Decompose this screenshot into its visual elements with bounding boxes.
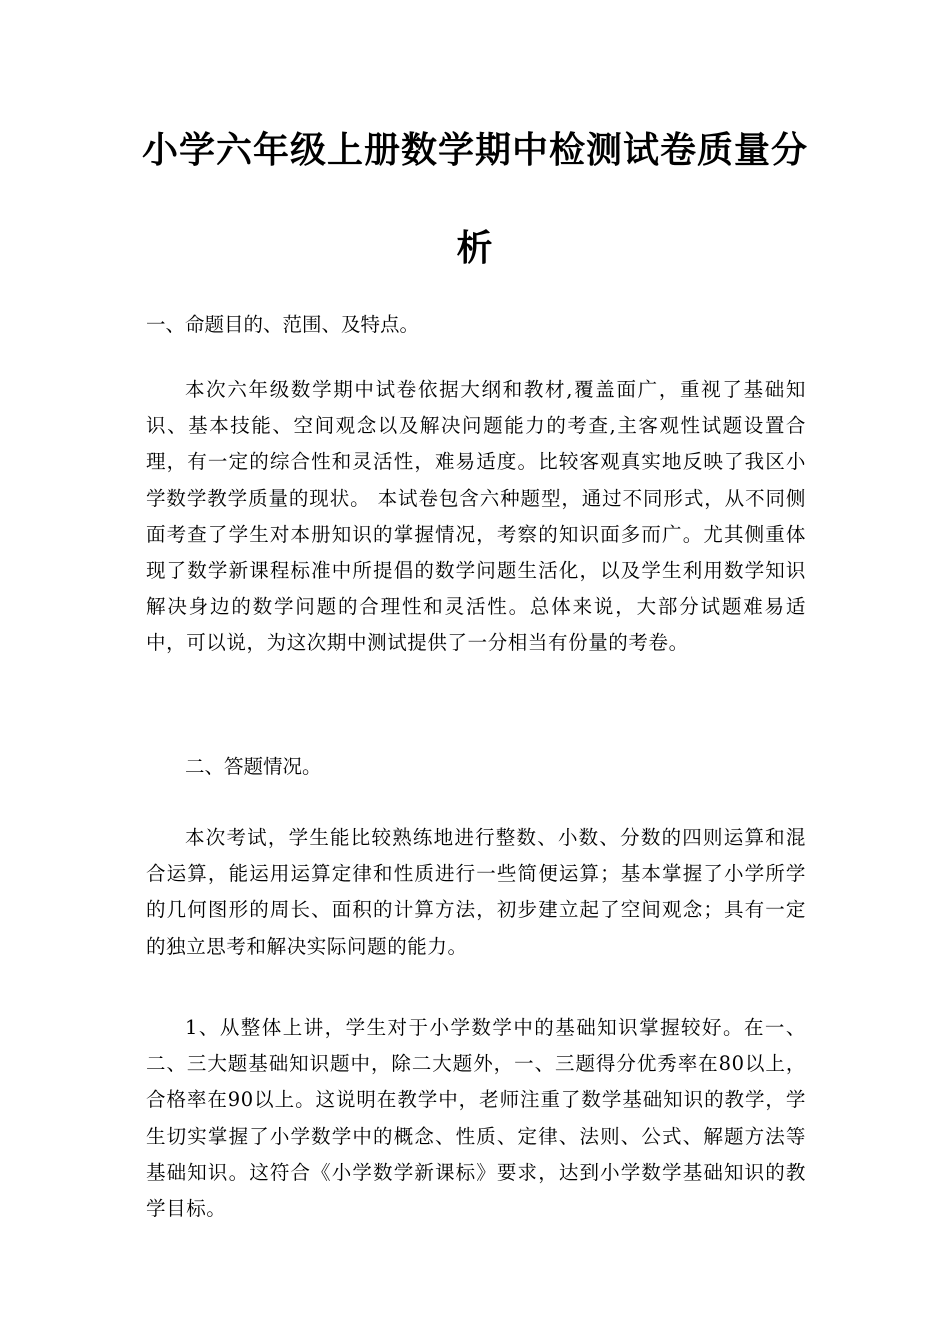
section-1-heading: 一、命题目的、范围、及特点。: [146, 313, 420, 336]
document-title-line-1: 小学六年级上册数学期中检测试卷质量分: [141, 130, 808, 171]
paragraph-2: 本次考试，学生能比较熟练地进行整数、小数、分数的四则运算和混合运算，能运用运算定律和性质进行一些简便运算；基本掌握了小学所学的几何图形的周长、面积的计算方法，初步建立起了空间观念；具有一定的独立思考和解决实际问题的能力。: [146, 826, 806, 958]
section-2-heading: 二、答题情况。: [185, 755, 322, 778]
document-title-line-2: 析: [456, 228, 494, 269]
paragraph-1: 本次六年级数学期中试卷依据大纲和教材,覆盖面广，重视了基础知识、基本技能、空间观念以及解决问题能力的考查,主客观性试题设置合理，有一定的综合性和灵活性，难易适度。比较客观真实地反映了我区小学数学教学质量的现状。 本试卷包含六种题型，通过不同形式，从不同侧面考查了学生对本册知识的掌握情况，考察的知识面多而广。尤其侧重体现了数学新课程标准中所提倡的数学问题生活化，以及学生利用数学知识解决身边的数学问题的合理性和灵活性。总体来说，大部分试题难易适中，可以说，为这次期中测试提供了一分相当有份量的考卷。: [146, 378, 806, 655]
paragraph-3: 1、从整体上讲，学生对于小学数学中的基础知识掌握较好。在一、二、三大题基础知识题中，除二大题外，一、三题得分优秀率在80以上，合格率在90以上。这说明在教学中，老师注重了数学基础知识的教学，学生切实掌握了小学数学中的概念、性质、定律、法则、公式、解题方法等基础知识。这符合《小学数学新课标》要求，达到小学数学基础知识的教学目标。: [146, 1016, 806, 1221]
